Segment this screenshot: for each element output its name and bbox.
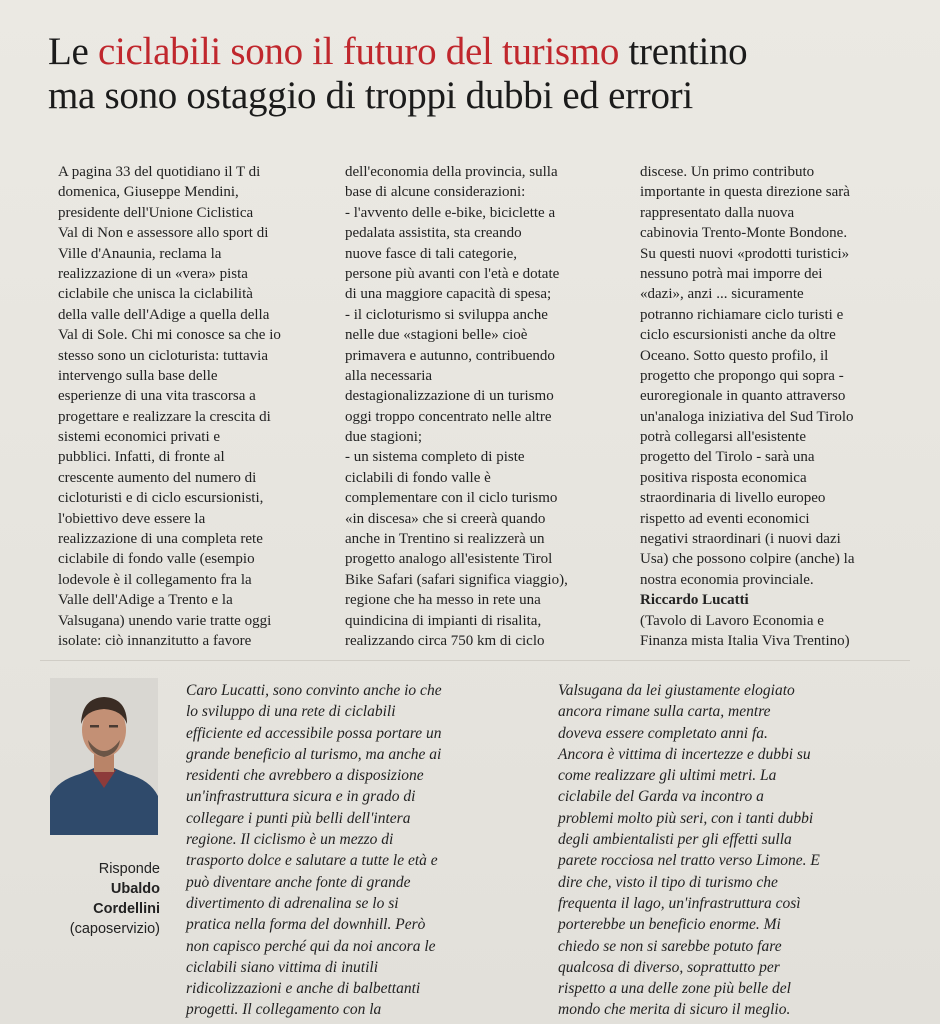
text-line: A pagina 33 del quotidiano il T di [58, 164, 261, 180]
reply-column-2 [558, 680, 903, 1021]
text-line: della valle dell'Adige a quella della [58, 306, 270, 323]
text-line: regione. Il ciclismo è un mezzo di [186, 831, 394, 849]
text-line: nessuno potrà mai imporre dei [640, 265, 823, 282]
text-line: Valsugana da lei giustamente elogiato [558, 682, 795, 699]
text-line: chiedo se non si sarebbe potuto fare [558, 937, 782, 955]
text-line: Su questi nuovi «prodotti turistici» [640, 245, 850, 262]
text-line: Finanza mista Italia Viva Trentino) [640, 632, 850, 649]
text-line: cabinovia Trento-Monte Bondone. [640, 225, 848, 242]
text-line: Caro Lucatti, sono convinto anche io che [186, 682, 442, 699]
text-line: ciclabili di fondo valle è [345, 469, 491, 486]
letter-column-3-body [640, 162, 920, 590]
text-line: Val di Sole. Chi mi conosce sa che io [58, 327, 281, 344]
text-line: come realizzare gli ultimi metri. La [558, 767, 777, 785]
text-line: persone più avanti con l'età e dotate [345, 265, 560, 282]
text-line: residenti che avrebbero a disposizione [186, 767, 424, 785]
text-line: ciclabile del Garda va incontro a [558, 788, 764, 806]
text-line: complementare con il ciclo turismo [345, 490, 558, 507]
text-line: alla necessaria [345, 367, 433, 384]
letter-column-2 [345, 162, 625, 651]
text-line: intervengo sulla base delle [58, 367, 218, 384]
text-line: Bike Safari (safari significa viaggio), [345, 571, 568, 588]
text-line: potrà collegarsi all'esistente [640, 429, 806, 446]
text-line: nuove fasce di tali categorie, [345, 245, 518, 262]
text-line: positiva risposta economica [640, 469, 807, 486]
text-line: stesso sono un cicloturista: tuttavia [58, 347, 268, 364]
text-line: discese. Un primo contributo [640, 164, 815, 180]
byline-name-first: Ubaldo [110, 881, 160, 897]
text-line: ciclabile che unisca la ciclabilità [58, 286, 253, 303]
text-line: l'obiettivo deve essere la [58, 510, 206, 527]
text-line: parete rocciosa nel tratto verso Limone. E [558, 852, 820, 870]
letter-affiliation [640, 611, 920, 652]
text-line: «dazi», anzi ... sicuramente [640, 286, 804, 303]
text-line: - l'avvento delle e-bike, biciclette a [345, 204, 556, 221]
text-line: - il cicloturismo si sviluppa anche [345, 306, 548, 323]
text-line: un'infrastruttura sicura e in grado di [186, 788, 416, 806]
text-line: Valsugana) unendo varie tratte oggi [58, 612, 272, 629]
text-line: trasporto dolce e salutare a tutte le età e [186, 852, 438, 870]
author-photo [50, 678, 158, 835]
text-line: ciclo escursionisti anche da oltre [640, 327, 836, 344]
byline-name-last: Cordellini [93, 901, 160, 917]
text-line: Oceano. Sotto questo profilo, il [640, 347, 829, 364]
letter-signature: Riccardo Lucatti [640, 592, 749, 609]
text-line: Usa) che possono colpire (anche) la [640, 551, 855, 568]
text-line: frequenta il lago, un'infrastruttura così [558, 894, 801, 912]
text-line: destagionalizzazione di un turismo [345, 388, 554, 405]
text-line: quindicina di impianti di risalita, [345, 612, 542, 629]
text-line: progetto analogo all'esistente Tirol [345, 551, 553, 568]
text-line: può diventare anche fonte di grande [186, 873, 411, 891]
text-line: presidente dell'Unione Ciclistica [58, 204, 254, 221]
reply-column-1 [186, 680, 526, 1021]
text-line: divertimento di adrenalina se lo si [186, 894, 399, 912]
letter-column-1 [58, 162, 328, 651]
text-line: pratica nella forma del downhill. Però [186, 916, 426, 934]
letter-column-3 [640, 162, 920, 651]
text-line: (Tavolo di Lavoro Economia e [640, 612, 824, 629]
text-line: problemi molto più seri, con i tanti dubbi [558, 809, 814, 827]
text-line: efficiente ed accessibile possa portare un [186, 724, 442, 742]
text-line: progetto del Tirolo - sarà una [640, 449, 815, 466]
headline-highlight: ciclabili sono il futuro del turismo [97, 30, 620, 73]
text-line: di una maggiore capacità di spesa; [345, 286, 552, 303]
text-line: isolate: ciò innanzitutto a favore [58, 632, 252, 649]
text-line: crescente aumento del numero di [58, 469, 257, 486]
text-line: - un sistema completo di piste [345, 449, 525, 466]
headline-before: Le [48, 30, 98, 73]
text-line: doveva essere completato anni fa. [558, 724, 768, 742]
text-line: «in discesa» che si creerà quando [345, 510, 546, 527]
portrait-image [50, 678, 158, 835]
text-line: nostra economia provinciale. [640, 571, 814, 588]
text-line: rispetto a una delle zone più belle del [558, 980, 791, 998]
text-line: regione che ha messo in rete una [345, 592, 541, 609]
byline-role: (caposervizio) [69, 921, 160, 937]
text-line: oggi troppo concentrato nelle altre [345, 408, 552, 425]
text-line: due stagioni; [345, 429, 423, 446]
text-line: progettare e realizzare la crescita di [58, 408, 271, 425]
text-line: Valle dell'Adige a Trento e la [58, 592, 233, 609]
text-line: ciclabili siano vittima di inutili [186, 958, 379, 976]
headline-after: trentino [619, 30, 748, 73]
text-line: ridicolizzazioni e anche di balbettanti [186, 980, 421, 998]
text-line: straordinaria di livello europeo [640, 490, 826, 507]
text-line: collegare i punti più belli dell'intera [186, 809, 411, 827]
reply-byline [40, 859, 160, 939]
text-line: pedalata assistita, sta creando [345, 225, 522, 242]
text-line: pubblici. Infatti, di fronte al [58, 449, 225, 466]
text-line: potranno richiamare ciclo turisti e [640, 306, 844, 323]
text-line: rappresentato dalla nuova [640, 204, 795, 221]
text-line: ciclabile di fondo valle (esempio [58, 551, 255, 568]
text-line: ancora rimane sulla carta, mentre [558, 703, 771, 721]
text-line: nelle due «stagioni belle» cioè [345, 327, 528, 344]
text-line: negativi straordinari (i nuovi dazi [640, 531, 841, 548]
text-line: porterebbe un beneficio enorme. Mi [558, 916, 781, 934]
text-line: Val di Non e assessore allo sport di [58, 225, 269, 242]
text-line: rispetto ad eventi economici [640, 510, 810, 527]
text-line: qualcosa di diverso, soprattutto per [558, 958, 780, 976]
text-line: dire che, visto il tipo di turismo che [558, 873, 778, 891]
headline-line2: ma sono ostaggio di troppi dubbi ed errori [48, 74, 693, 117]
text-line: progetto che propongo qui sopra - [640, 367, 844, 384]
text-line: realizzazione di un «vera» pista [58, 265, 248, 282]
text-line: grande beneficio al turismo, ma anche ai [186, 745, 442, 763]
text-line: Ancora è vittima di incertezze e dubbi su [558, 745, 811, 763]
text-line: mondo che merita di sicuro il meglio. [558, 1001, 791, 1019]
section-divider [40, 660, 910, 661]
text-line: sistemi economici privati e [58, 429, 221, 446]
text-line: base di alcune considerazioni: [345, 184, 526, 201]
text-line: euroregionale in quanto attraverso [640, 388, 846, 405]
text-line: Ville d'Anaunia, reclama la [58, 245, 222, 262]
text-line: domenica, Giuseppe Mendini, [58, 184, 239, 201]
text-line: primavera e autunno, contribuendo [345, 347, 555, 364]
byline-label: Risponde [98, 861, 160, 877]
text-line: cicloturisti e di ciclo escursionisti, [58, 490, 264, 507]
text-line: realizzando circa 750 km di ciclo [345, 632, 545, 649]
headline [48, 30, 928, 118]
text-line: anche in Trentino si realizzerà un [345, 531, 545, 548]
text-line: non capisco perché qui da noi ancora le [186, 937, 436, 955]
text-line: realizzazione di una completa rete [58, 531, 263, 548]
text-line: esperienze di una vita trascorsa a [58, 388, 256, 405]
text-line: lo sviluppo di una rete di ciclabili [186, 703, 396, 721]
text-line: degli ambientalisti per gli effetti sulla [558, 831, 792, 849]
text-line: importante in questa direzione sarà [640, 184, 850, 201]
text-line: dell'economia della provincia, sulla [345, 164, 558, 180]
text-line: un'analoga iniziativa del Sud Tirolo [640, 408, 854, 425]
text-line: lodevole è il collegamento fra la [58, 571, 252, 588]
text-line: progetti. Il collegamento con la [186, 1001, 382, 1019]
